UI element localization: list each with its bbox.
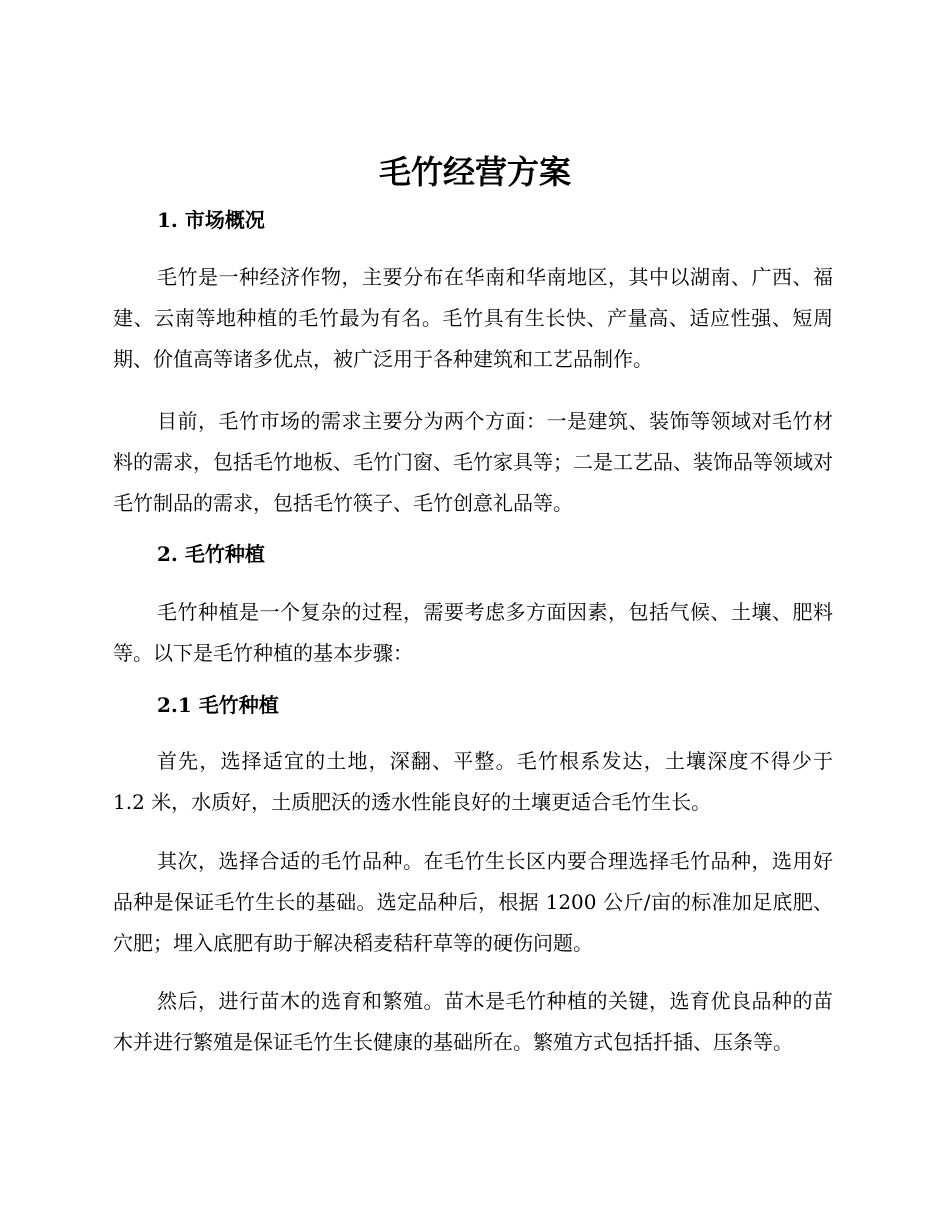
paragraph-variety-selection: 其次，选择合适的毛竹品种。在毛竹生长区内要合理选择毛竹品种，选用好品种是保证毛竹生长的基础。选定品种后，根据 1200 公斤/亩的标准加足底肥、穴肥；埋入底肥有助于解决稻麦秸秆草等的硬伤问题。 <box>113 849 833 955</box>
paragraph-market-demand: 目前，毛竹市场的需求主要分为两个方面：一是建筑、装饰等领域对毛竹材料的需求，包括毛竹地板、毛竹门窗、毛竹家具等；二是工艺品、装饰品等领域对毛竹制品的需求，包括毛竹筷子、毛竹创意礼品等。 <box>113 409 833 515</box>
section-heading-planting: 2. 毛竹种植 <box>157 542 265 566</box>
document-title: 毛竹经营方案 <box>378 153 571 191</box>
paragraph-market-intro: 毛竹是一种经济作物，主要分布在华南和华南地区，其中以湖南、广西、福建、云南等地种植的毛竹最为有名。毛竹具有生长快、产量高、适应性强、短周期、价值高等诸多优点，被广泛用于各种建筑和工艺品制作。 <box>113 265 833 371</box>
section-heading-market-overview: 1. 市场概况 <box>157 208 265 232</box>
section-heading-planting-steps: 2.1 毛竹种植 <box>157 693 279 717</box>
paragraph-seedling-breeding: 然后，进行苗木的选育和繁殖。苗木是毛竹种植的关键，选育优良品种的苗木并进行繁殖是保证毛竹生长健康的基础所在。繁殖方式包括扦插、压条等。 <box>113 989 833 1054</box>
paragraph-planting-intro: 毛竹种植是一个复杂的过程，需要考虑多方面因素，包括气候、土壤、肥料等。以下是毛竹种植的基本步骤： <box>113 600 833 665</box>
paragraph-land-selection: 首先，选择适宜的土地，深翻、平整。毛竹根系发达，土壤深度不得少于 1.2 米，水质好，土质肥沃的透水性能良好的土壤更适合毛竹生长。 <box>113 749 833 814</box>
